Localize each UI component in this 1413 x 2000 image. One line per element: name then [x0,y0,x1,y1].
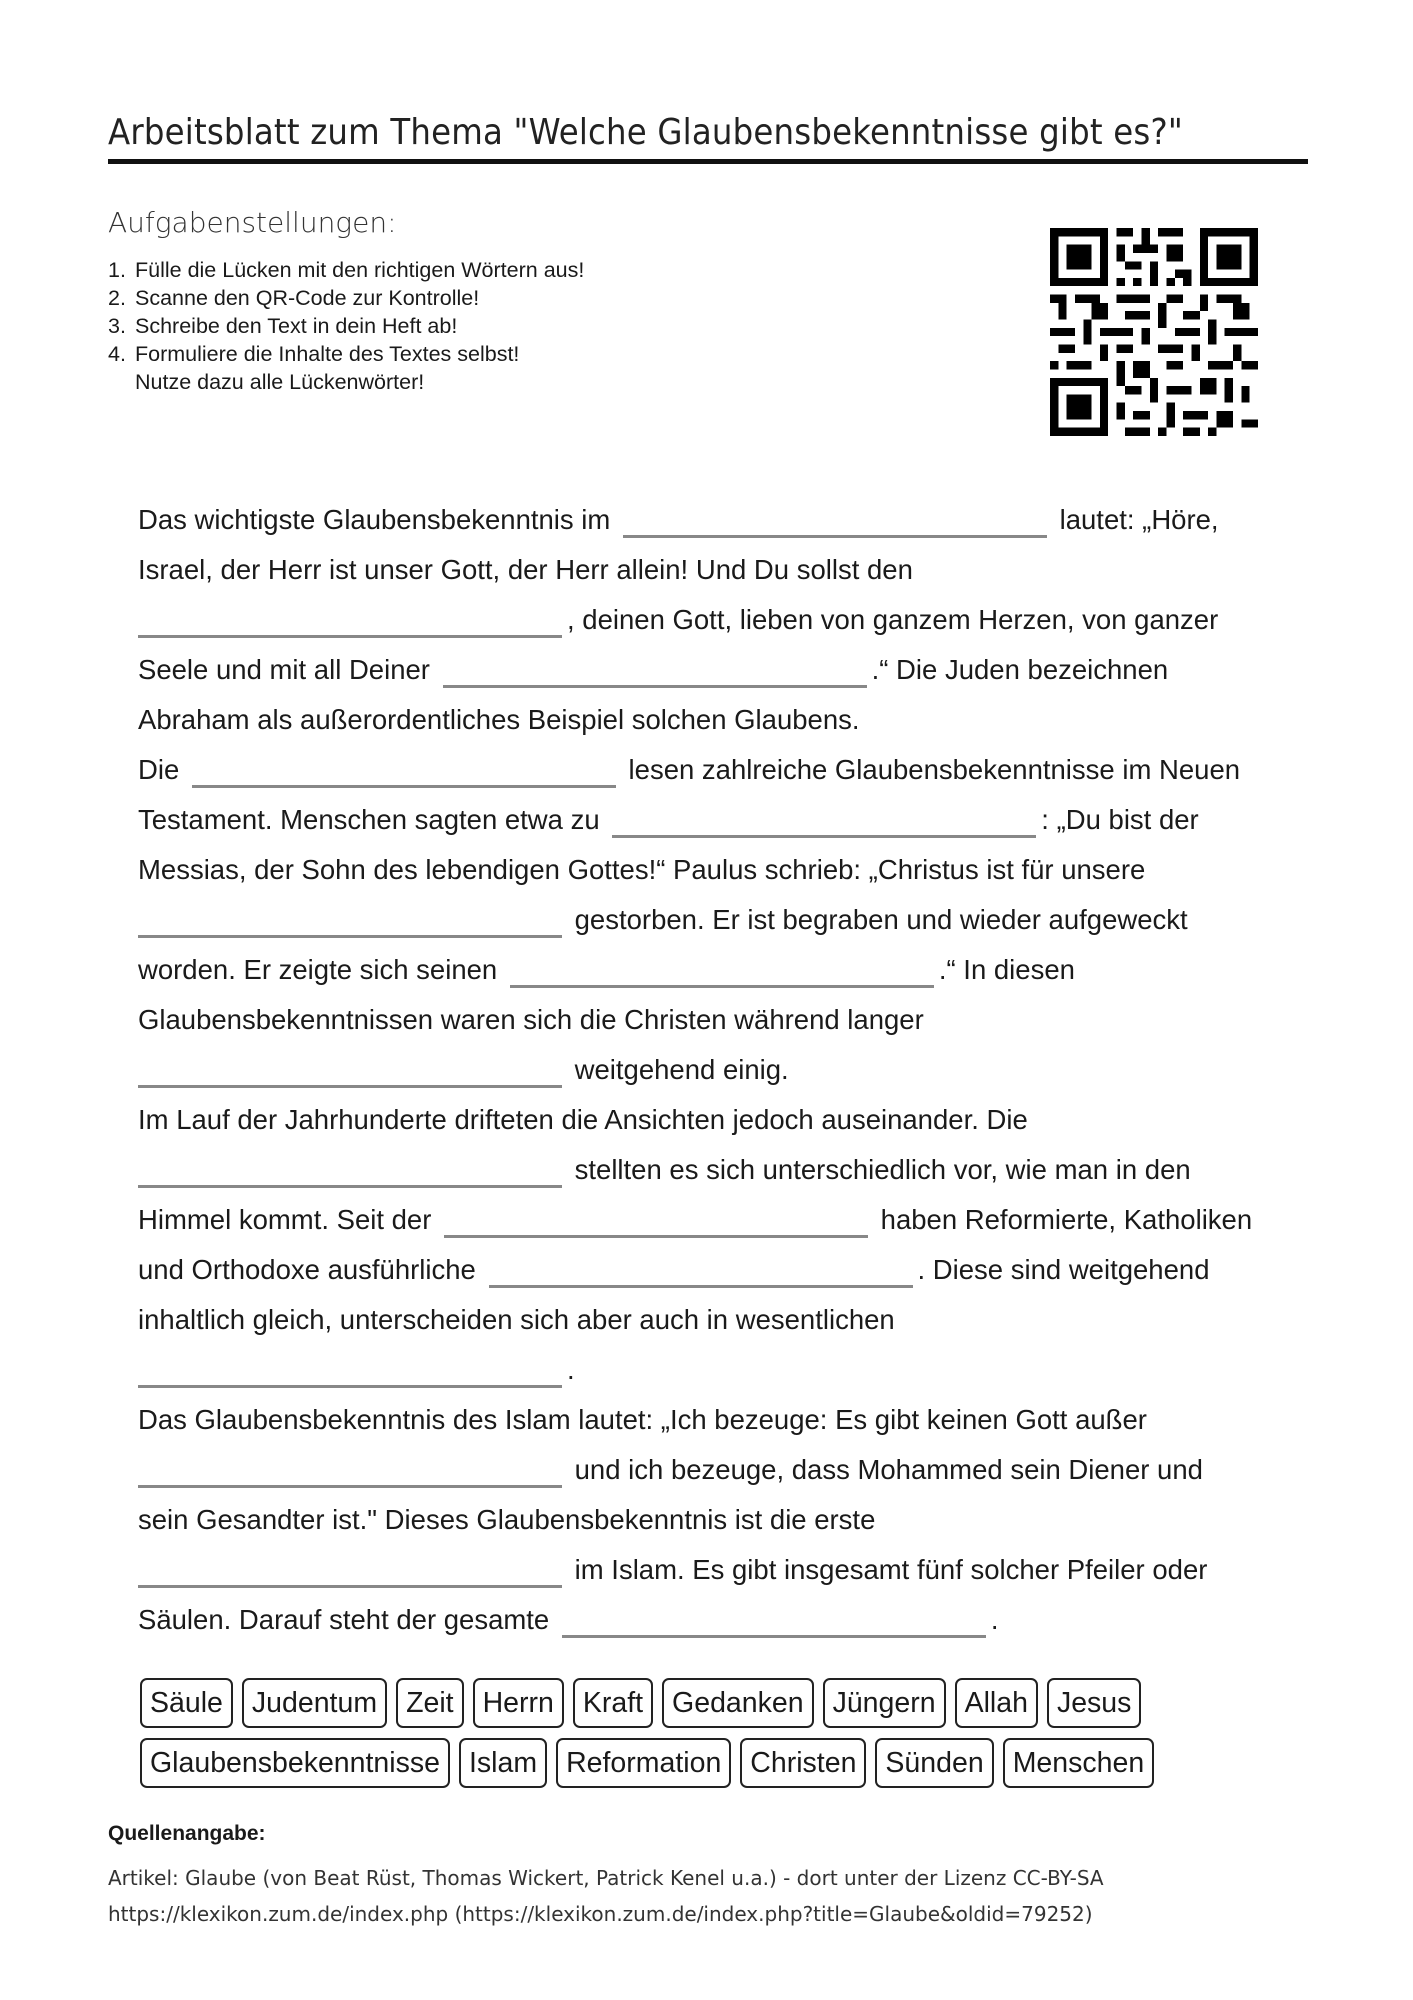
word-chip[interactable]: Allah [955,1678,1038,1728]
word-chip[interactable]: Reformation [556,1738,731,1788]
text-line: worden. Er zeigte sich seinen .“ In diesen [138,945,1313,995]
word-chip[interactable]: Jesus [1047,1678,1141,1728]
task-list [108,256,584,396]
blank-field[interactable] [138,1085,562,1088]
blank-field[interactable] [562,1635,986,1638]
word-chip[interactable]: Judentum [242,1678,387,1728]
blank-field[interactable] [444,1235,868,1238]
blank-field[interactable] [138,1485,562,1488]
text-line: Himmel kommt. Seit der haben Reformierte, Katholiken [138,1195,1313,1245]
blank-field[interactable] [138,635,562,638]
blank-field[interactable] [192,785,616,788]
task-item: 2. Scanne den QR-Code zur Kontrolle! [108,286,480,310]
task-item-continuation: Nutze dazu alle Lückenwörter! [135,370,425,394]
text-line: im Islam. Es gibt insgesamt fünf solcher Pfeiler oder [138,1545,1313,1595]
text-line: weitgehend einig. [138,1045,1313,1095]
cloze-text [138,495,1313,1645]
text-line: und Orthodoxe ausführliche . Diese sind weitgehend [138,1245,1313,1295]
text-line: . [138,1345,1313,1395]
title-divider [108,159,1308,164]
text-line: Im Lauf der Jahrhunderte drifteten die Ansichten jedoch auseinander. Die [138,1104,1028,1135]
word-chip[interactable]: Kraft [573,1678,653,1728]
page-title: Arbeitsblatt zum Thema "Welche Glaubensbekenntnisse gibt es?" [108,112,1183,153]
word-chip[interactable]: Zeit [396,1678,464,1728]
blank-field[interactable] [138,1385,562,1388]
blank-field[interactable] [138,935,562,938]
word-chip[interactable]: Christen [740,1738,866,1788]
text-line: Säulen. Darauf steht der gesamte . [138,1595,1313,1645]
source-url[interactable]: https://klexikon.zum.de/index.php (https://klexikon.zum.de/index.php?title=Glaube&oldid=79252) [108,1902,1093,1926]
task-item: 1. Fülle die Lücken mit den richtigen Wörtern aus! [108,258,585,282]
text-line: Messias, der Sohn des lebendigen Gottes!“ Paulus schrieb: „Christus ist für unsere [138,854,1146,885]
word-chip[interactable]: Herrn [473,1678,564,1728]
qr-code-icon[interactable] [1050,228,1258,436]
word-chip[interactable]: Islam [459,1738,547,1788]
tasks-heading: Aufgabenstellungen: [108,206,397,239]
source-line: Artikel: Glaube (von Beat Rüst, Thomas Wickert, Patrick Kenel u.a.) - dort unter der Lizenz CC-BY-SA [108,1866,1104,1890]
word-chip[interactable]: Säule [140,1678,233,1728]
word-chip[interactable]: Menschen [1003,1738,1155,1788]
text-line: Seele und mit all Deiner .“ Die Juden bezeichnen [138,645,1313,695]
word-chip[interactable]: Glaubensbekenntnisse [140,1738,450,1788]
text-line: Glaubensbekenntnissen waren sich die Christen während langer [138,1004,924,1035]
blank-field[interactable] [443,685,867,688]
text-line: Israel, der Herr ist unser Gott, der Herr allein! Und Du sollst den [138,554,913,585]
text-line: gestorben. Er ist begraben und wieder aufgeweckt [138,895,1313,945]
text-line: sein Gesandter ist." Dieses Glaubensbekenntnis ist die erste [138,1504,876,1535]
blank-field[interactable] [612,835,1036,838]
blank-field[interactable] [623,535,1047,538]
task-item: 3. Schreibe den Text in dein Heft ab! [108,314,458,338]
word-bank-row [140,1678,1320,1728]
text-line: Die lesen zahlreiche Glaubensbekenntnisse im Neuen [138,745,1313,795]
text-line: und ich bezeuge, dass Mohammed sein Diener und [138,1445,1313,1495]
source-heading: Quellenangabe: [108,1822,266,1845]
task-item: 4. Formuliere die Inhalte des Textes selbst! [108,342,520,366]
word-bank-row [140,1738,1320,1788]
word-chip[interactable]: Jüngern [823,1678,946,1728]
blank-field[interactable] [138,1185,562,1188]
text-line: Testament. Menschen sagten etwa zu : „Du bist der [138,795,1313,845]
blank-field[interactable] [489,1285,913,1288]
text-line: Das wichtigste Glaubensbekenntnis im lautet: „Höre, [138,495,1313,545]
word-chip[interactable]: Gedanken [662,1678,814,1728]
word-bank [140,1678,1320,1798]
blank-field[interactable] [510,985,934,988]
text-line: Abraham als außerordentliches Beispiel solchen Glaubens. [138,704,860,735]
text-line: Das Glaubensbekenntnis des Islam lautet: „Ich bezeuge: Es gibt keinen Gott außer [138,1404,1147,1435]
text-line: , deinen Gott, lieben von ganzem Herzen, von ganzer [138,595,1313,645]
text-line: inhaltlich gleich, unterscheiden sich aber auch in wesentlichen [138,1304,895,1335]
word-chip[interactable]: Sünden [875,1738,993,1788]
text-line: stellten es sich unterschiedlich vor, wie man in den [138,1145,1313,1195]
blank-field[interactable] [138,1585,562,1588]
